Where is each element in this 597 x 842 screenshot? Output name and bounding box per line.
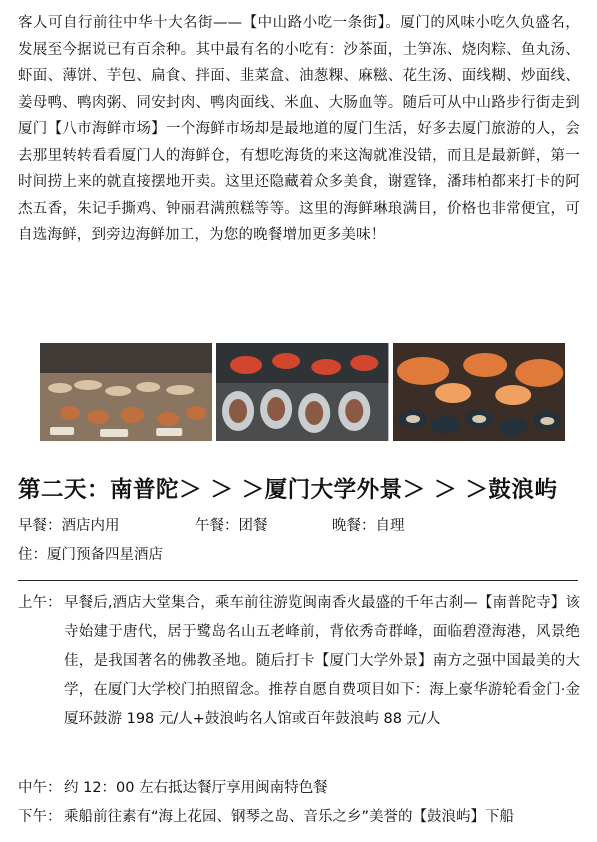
schedule-morning-label: 上午： <box>18 595 62 611</box>
schedule-noon-text: 约 12：00 左右抵达餐厅享用闽南特色餐 <box>64 780 328 796</box>
lunch-info: 午餐：团餐 <box>195 518 268 534</box>
seafood-platter-photo <box>393 343 565 441</box>
day-two-title: 第二天：南普陀＞ ＞ ＞厦门大学外景＞ ＞ ＞鼓浪屿 <box>18 477 558 503</box>
accommodation-info: 住：厦门预备四星酒店 <box>18 547 163 563</box>
section-divider <box>18 580 578 581</box>
intro-paragraph: 客人可自行前往中华十大名街——【中山路小吃一条街】。厦门的风味小吃久负盛名，发展至今据说已有百余种。其中最有名的小吃有：沙茶面，土笋冻、烧肉粽、鱼丸汤、虾面、薄饼、芋包、扁食、拌面、韭菜盒、油葱粿、麻糍、花生汤、面线糊、炒面线、姜母鸭、鸭肉粥、同安封肉、鸭肉面线、米血、大肠血等。随后可从中山路步行街走到厦门【八市海鲜市场】一个海鲜市场却是最地道的厦门生活，好多去厦门旅游的人，会去那里转转看看厦门人的海鲜仓，有想吃海货的来这淘就准没错，而且是最新鲜，第一时间捞上来的就直接摆地开卖。这里还隐藏着众多美食，谢霆锋，潘玮柏都来打卡的阿杰五香，朱记手撕鸡、钟丽君满煎糕等等。这里的海鲜琳琅满目，价格也非常便宜，可自选海鲜，到旁边海鲜加工，为您的晚餐增加更多美味！ <box>18 15 580 243</box>
schedule-morning-text: 早餐后,酒店大堂集合，乘车前往游览闽南香火最盛的千年古刹—【南普陀寺】该寺始建于唐代，居于鹭岛名山五老峰前，背依秀奇群峰，面临碧澄海港，风景绝佳，是我国著名的佛教圣地。随后打卡【厦门大学外景】南方之强中国最美的大学，在厦门大学校门拍照留念。推荐自愿自费项目如下：海上豪华游轮看金门·金厦环鼓游 198 元/人+鼓浪屿名人馆或百年鼓浪屿 88 元/人 <box>64 595 580 727</box>
schedule-afternoon-label: 下午： <box>18 809 62 825</box>
breakfast-info: 早餐：酒店内用 <box>18 518 120 534</box>
meals-row <box>18 514 405 538</box>
seafood-tray-photo <box>216 343 388 441</box>
dinner-info: 晚餐：自理 <box>332 518 405 534</box>
schedule-afternoon-text: 乘船前往素有“海上花园、钢琴之岛、音乐之乡”美誉的【鼓浪屿】下船 <box>64 809 515 825</box>
schedule-noon <box>18 774 580 803</box>
schedule-afternoon <box>18 803 580 832</box>
schedule-morning <box>18 589 580 734</box>
seafood-stall-photo <box>40 343 212 441</box>
schedule-noon-label: 中午： <box>18 780 62 796</box>
photo-strip <box>40 343 565 441</box>
